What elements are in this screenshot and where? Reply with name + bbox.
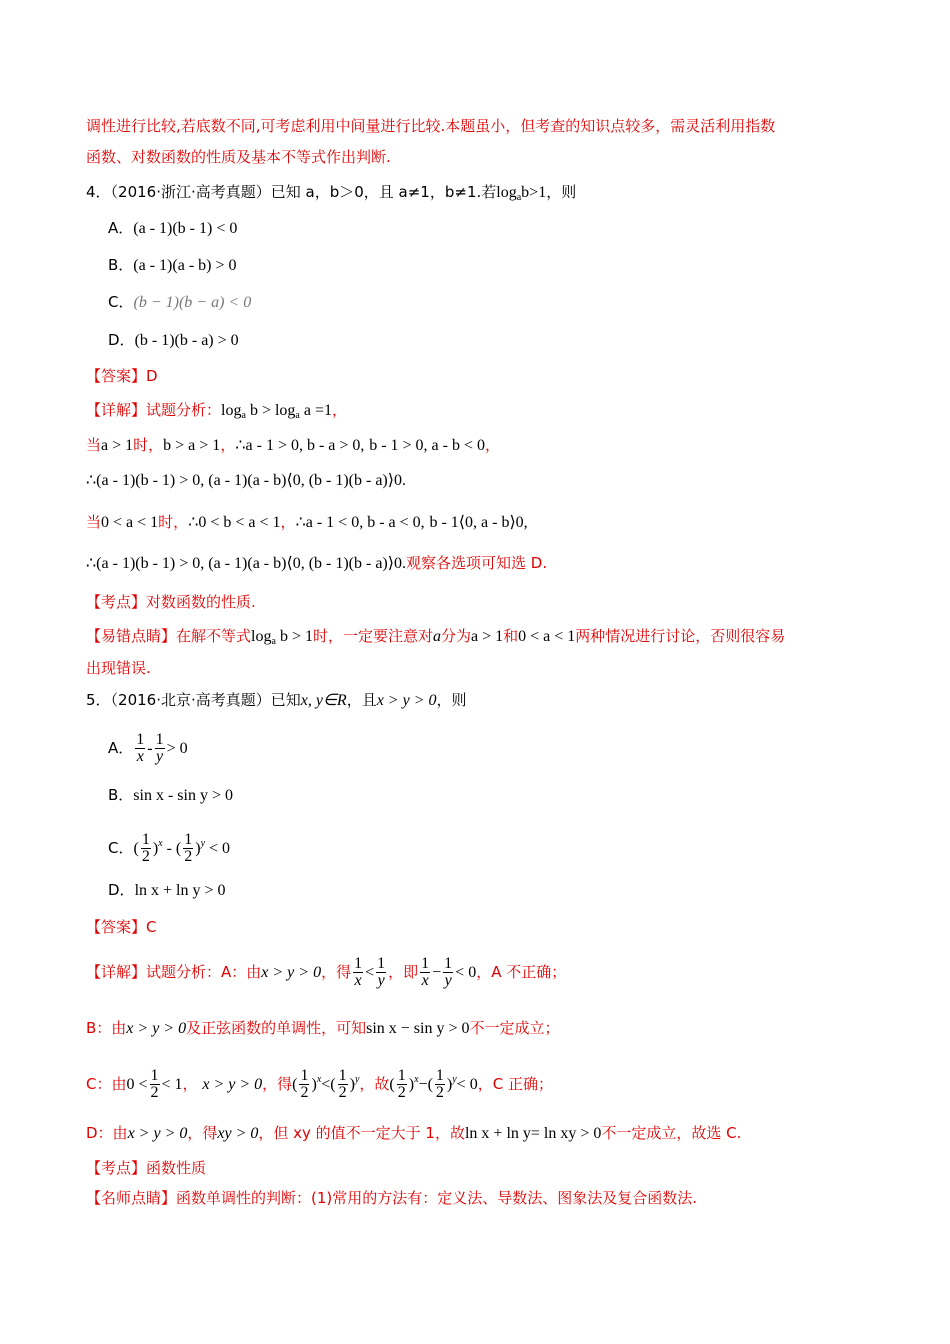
q5-detail-c: C：由0 < $\frac{1}{2}$ < 1， x > y > 0，得( $\frac{1}{2}$ )$^x$<( $\frac{1}{2}$ )$^y$，故( $\frac{1}{2}$ )$^x$−( $\frac{1}{2}$ )$^y$< 0，C 正确； bbox=[86, 1067, 553, 1101]
q5-option-a: A． $\frac{1}{x}$ - $\frac{1}{y}$ > 0 bbox=[108, 731, 188, 765]
q4-answer-value: D bbox=[146, 367, 158, 385]
q5-detail-b: B：由x > y > 0及正弦函数的单调性，可知sin x − sin y > 0不一定成立； bbox=[86, 1019, 560, 1037]
q4-option-c: C．(b − 1)(b − a) < 0 bbox=[108, 293, 252, 311]
q4-error-tip: 【易错点睛】在解不等式$\log_a b > 1$时，一定要注意对a分为a > 1和0 < a < 1两种情况进行讨论，否则很容易 bbox=[86, 627, 786, 647]
q5-option-b: B．sin x - sin y > 0 bbox=[108, 786, 233, 804]
q5-detail-a: 【详解】试题分析：A：由x > y > 0，得 $\frac{1}{x}$ < $\frac{1}{y}$ ，即 $\frac{1}{x}$ − $\frac{1}{y}$ < 0，A 不正确； bbox=[86, 955, 567, 989]
q4-detail-math: $\log_a b > \log_a a =1$ bbox=[221, 402, 332, 421]
q5-option-c: C．( $\frac{1}{2}$ )$^x$ - ( $\frac{1}{2}$ )$^y$ < 0 bbox=[108, 831, 231, 865]
q5-answer: 【答案】C bbox=[86, 918, 157, 936]
q5-stem: 5．（2016·北京·高考真题）已知x, y∈R，且x > y > 0，则 bbox=[86, 691, 467, 709]
q4-option-a-math: (a - 1)(b - 1) < 0 bbox=[133, 220, 238, 237]
q5-tip: 【名师点睛】函数单调性的判断：(1)常用的方法有：定义法、导数法、图象法及复合函数法. bbox=[86, 1189, 698, 1207]
intro-line-2: 函数、对数函数的性质及基本不等式作出判断. bbox=[86, 148, 391, 166]
q4-case2-result: ∴(a - 1)(b - 1) > 0, (a - 1)(a - b)⟨0, (b - 1)(b - a)⟩0.观察各选项可知选 D. bbox=[86, 554, 548, 572]
q4-answer-tag: 【答案】 bbox=[86, 367, 147, 385]
q4-case1-result: ∴(a - 1)(b - 1) > 0, (a - 1)(a - b)⟨0, (b - 1)(b - a)⟩0. bbox=[86, 472, 406, 489]
q4-answer bbox=[86, 366, 158, 386]
q5-detail-d: D：由x > y > 0，得xy > 0，但 xy 的值不一定大于 1，故ln x + ln y= ln xy > 0不一定成立，故选 C. bbox=[86, 1124, 742, 1142]
q4-detail: 【详解】试题分析：$\log_a b > \log_a a =1$， bbox=[86, 401, 347, 421]
q4-option-b-math: (a - 1)(a - b) > 0 bbox=[133, 257, 237, 274]
q4-option-b: B．(a - 1)(a - b) > 0 bbox=[108, 256, 237, 274]
q4-error-tip-line2: 出现错误. bbox=[86, 659, 151, 677]
q4-stem-math: $\log_ab>1$ bbox=[496, 184, 547, 203]
q4-stem-end: ，则 bbox=[546, 183, 577, 201]
q4-option-d: D．(b - 1)(b - a) > 0 bbox=[108, 331, 239, 349]
q4-option-d-math: (b - 1)(b - a) > 0 bbox=[134, 332, 239, 349]
q4-option-c-math: (b − 1)(b − a) < 0 bbox=[133, 294, 252, 311]
q4-stem bbox=[86, 182, 576, 208]
q5-point: 【考点】函数性质 bbox=[86, 1159, 207, 1177]
q4-case1: 当a > 1时，b > a > 1，∴a - 1 > 0, b - a > 0, b - 1 > 0, a - b < 0， bbox=[86, 436, 501, 454]
q4-option-a: A．(a - 1)(b - 1) < 0 bbox=[108, 219, 238, 237]
q4-stem-text: 4．（2016·浙江·高考真题）已知 a，b＞0，且 a≠1，b≠1.若 bbox=[86, 183, 497, 201]
q5-option-d: D．ln x + ln y > 0 bbox=[108, 881, 226, 899]
q4-point: 【考点】对数函数的性质. bbox=[86, 593, 256, 611]
q4-case2: 当0 < a < 1时，∴0 < b < a < 1，∴a - 1 < 0, b - a < 0, b - 1⟨0, a - b⟩0, bbox=[86, 513, 528, 531]
intro-line-1: 调性进行比较,若底数不同,可考虑利用中间量进行比较.本题虽小，但考查的知识点较多，需灵活利用指数 bbox=[86, 117, 776, 135]
